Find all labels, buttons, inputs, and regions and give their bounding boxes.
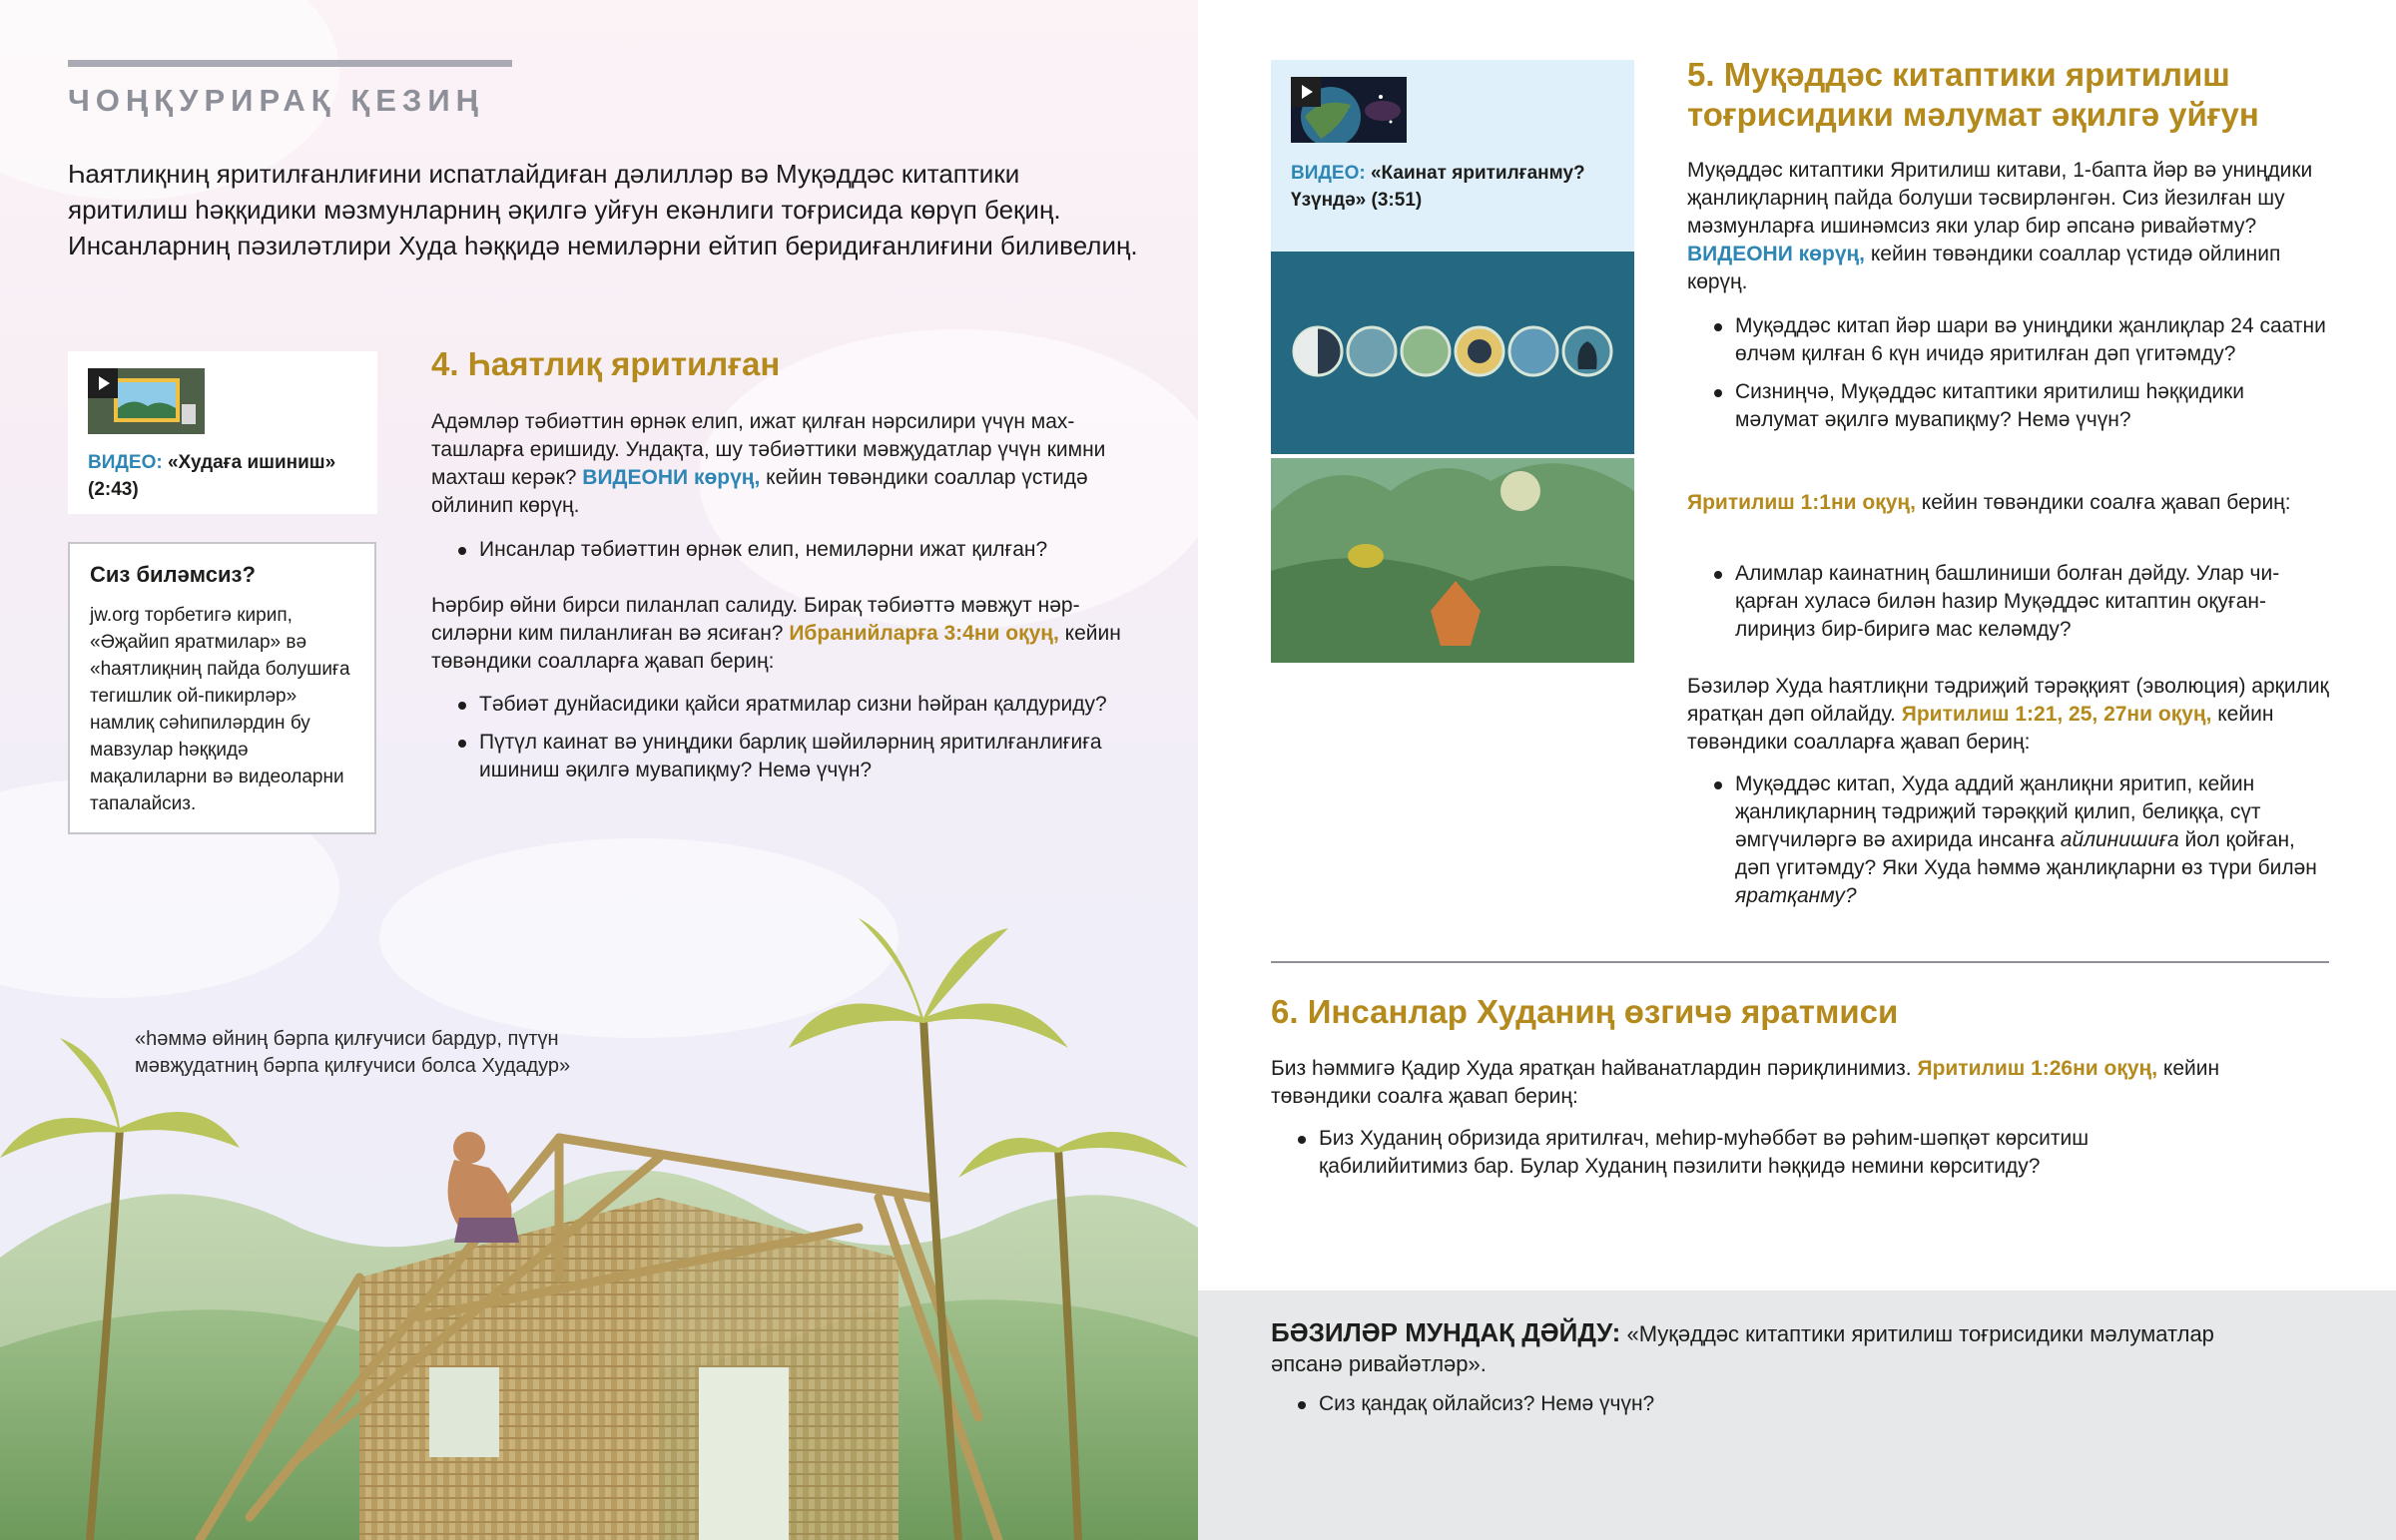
section-5-p1-tail: кейин төвәндики соаллар үстидә ойлинип көрүң. bbox=[1687, 243, 2281, 293]
creation-days-image bbox=[1271, 252, 1634, 663]
section-header bbox=[68, 60, 512, 119]
video-card-universe-created[interactable] bbox=[1271, 60, 1634, 252]
some-say-statement bbox=[1271, 1317, 2219, 1379]
section-5-p3-text: Бәзиләр Худа һаятлиқни тәдриҗий тәрәққият (эволюция) арқилиқ яратқан дәп ойлайду. bbox=[1687, 675, 2329, 726]
section-divider bbox=[1271, 961, 2329, 963]
video-thumbnail[interactable] bbox=[88, 368, 205, 434]
scripture-reference-link[interactable]: Ибранийларға 3:4ни оқуң, bbox=[789, 622, 1059, 645]
section-5-p2-tail: кейин төвәндики соалға җавап бериң: bbox=[1921, 491, 2291, 514]
did-you-know-title: Сиз биләмсиз? bbox=[90, 562, 256, 587]
video-label: ВИДЕО: bbox=[88, 452, 163, 473]
section-6-questions bbox=[1271, 1125, 2169, 1191]
watch-video-link[interactable]: ВИДЕОНИ көрүң, bbox=[1687, 243, 1866, 265]
question-item: Инсанлар тәбиәттин өрнәк елип, немиләрни ижат қилған? bbox=[431, 536, 1130, 564]
section-6-paragraph-1 bbox=[1271, 1055, 2269, 1111]
did-you-know-body: jw.org торбетигә кирип, «Әҗайип яратмилар» вә «һаятлиқниң пайда болушиға тегишлик ой-пикирләр» намлиқ сәһипиләрдин бу мавзулар һәққидә мақалиларни вә видеоларни тапалайсиз. bbox=[90, 605, 350, 814]
question-item: Биз Худаниң обризида яритилғач, меһир-муһәббәт вә рәһим-шәпқәт көрситиш қабилийитимиз бар. Булар Худаниң пәзилити һәққидә немини көрситиду? bbox=[1271, 1125, 2169, 1181]
play-icon[interactable] bbox=[88, 368, 118, 398]
some-say-label: БӘЗИЛӘР МУНДАҚ ДӘЙДУ: bbox=[1271, 1317, 1621, 1347]
section-5-p3-tail: кейин төвәндики соалларға җавап бериң: bbox=[1687, 703, 2274, 754]
question-item bbox=[1687, 770, 2331, 910]
section-4-questions-2 bbox=[431, 691, 1130, 794]
question-item: Сиз қандақ ойлайсиз? Немә үчүн? bbox=[1271, 1390, 2169, 1418]
section-4-p2-tail: кейин төвәндики соалларға җавап бериң: bbox=[431, 622, 1121, 673]
question-item: Пүтүл каинат вә униңдики барлиқ шәйиләрниң яритилғанлиғиға ишиниш әқилгә мувапиқму? Немә үчүн? bbox=[431, 729, 1130, 784]
creation-illustration bbox=[1271, 252, 1634, 663]
question-emphasis: яратқанму? bbox=[1735, 884, 1857, 907]
section-4-paragraph-1 bbox=[431, 408, 1130, 520]
section-6-p1-text: Биз һәммигә Қадир Худа яратқан һайванатлардин пәриқлинимиз. bbox=[1271, 1057, 1912, 1080]
did-you-know-box bbox=[68, 542, 376, 834]
hut-illustration bbox=[0, 898, 1198, 1540]
video-label: ВИДЕО: bbox=[1291, 163, 1366, 184]
video-title: «Каинат яритилғанму? Үзүндә» (3:51) bbox=[1291, 163, 1585, 211]
some-say-text: «Муқәддәс китаптики яритилиш тоғрисидики мәлуматлар әпсанә ривайәтләр». bbox=[1271, 1321, 2214, 1376]
section-5-questions-3 bbox=[1687, 770, 2331, 920]
section-header-bar bbox=[68, 60, 512, 67]
video-caption[interactable] bbox=[1291, 160, 1620, 214]
section-5-paragraph-3 bbox=[1687, 673, 2331, 757]
question-item: Сизниңчә, Муқәддәс китаптики яритилиш һәққидики мәлумат әқилгә мувапиқму? Немә үчүн? bbox=[1687, 378, 2331, 434]
section-label: ЧОҢҚУРИРАҚ ҚЕЗИҢ bbox=[68, 83, 485, 118]
video-card-believe-god[interactable] bbox=[68, 351, 377, 514]
scripture-reference-link[interactable]: Яритилиш 1:21, 25, 27ни оқуң, bbox=[1901, 703, 2212, 726]
watch-video-link[interactable]: ВИДЕОНИ көрүң, bbox=[582, 466, 761, 489]
question-emphasis: айлинишиға bbox=[2060, 828, 2179, 851]
section-4-p1-tail: кейин төвәндики соаллар үстидә ойлинип көрүң. bbox=[431, 466, 1088, 517]
scripture-reference-link[interactable]: Яритилиш 1:1ни оқуң, bbox=[1687, 491, 1916, 514]
section-5-questions-2 bbox=[1687, 560, 2331, 654]
scripture-quote: «һәммә өйниң бәрпа қилғучиси бардур, пүтүн мәвҗудатниң бәрпа қилғучиси болса Худадур» bbox=[135, 1028, 571, 1077]
some-say-questions bbox=[1271, 1390, 2169, 1428]
intro-paragraph: Һаятлиқниң яритилғанлиғини испатлайдиған дәлилләр вә Муқәддәс китаптики яритилиш һәққидики мәзмунларниң әқилгә уйғун екәнлиги тоғрисида көрүп беқиң. Инсанларниң пәзиләтлири Худа һәққидә немиләрни ейтип беридиғанлиғини биливелиң. bbox=[68, 159, 1138, 260]
section-4-questions-1 bbox=[431, 536, 1130, 574]
video-caption[interactable] bbox=[88, 449, 367, 503]
section-6-p1-tail: кейин төвәндики соалға җавап бериң: bbox=[1271, 1057, 2220, 1108]
section-5-heading: 5. Муқәддәс китаптики яритилиш тоғрисидики мәлумат әқилгә уйғун bbox=[1687, 56, 2259, 133]
video-thumbnail[interactable] bbox=[1291, 77, 1407, 143]
play-icon[interactable] bbox=[1291, 77, 1321, 107]
section-4-heading: 4. Һаятлиқ яритилған bbox=[431, 345, 781, 382]
section-5-paragraph-2 bbox=[1687, 489, 2331, 517]
question-item: Алимлар каинатниң башлиниши болған дәйду. Улар чиқарған хуласә билән һазир Муқәддәс китаптин оқуғанлириңиз бир-биригә мас келәмду? bbox=[1687, 560, 2331, 644]
section-5-p1-text: Муқәддәс китаптики Яритилиш китави, 1-бапта йәр вә униңдики җанлиқларниң пайда болуши тәсвирләнгән. Сиз йезилған шу мәзмунларға ишинәмсиз яки улар бир әпсанә ривайәтму? bbox=[1687, 159, 2313, 238]
section-4-p2-text: Һәрбир өйни бирси пиланлап салиду. Бирақ тәбиәттә мәвҗут нәрсиләрни ким пиланлиған вә ясиған? bbox=[431, 594, 1080, 645]
section-5-paragraph-1 bbox=[1687, 157, 2331, 296]
question-text: Муқәддәс китап, Худа аддий җанлиқни яритип, кейин җанлиқларниң тәдриҗий тәрәққий қилип, белиққа, сүт әмгүчиләргә вә ахирида инсанға bbox=[1735, 772, 2261, 851]
scripture-reference-link[interactable]: Яритилиш 1:26ни оқуң, bbox=[1917, 1057, 2158, 1080]
section-5-questions-1 bbox=[1687, 312, 2331, 444]
question-text: йол қойған, дәп үгитәмду? Яки Худа һәммә җанлиқларни өз түри билән bbox=[1735, 828, 2317, 879]
section-4-paragraph-2 bbox=[431, 592, 1130, 676]
question-item: Муқәддәс китап йәр шари вә униңдики җанлиқлар 24 саатни өлчәм қилған 6 күн ичидә яритилған дәп үгитәмду? bbox=[1687, 312, 2331, 368]
question-item: Тәбиәт дунйасидики қайси яратмилар сизни һәйран қалдуриду? bbox=[431, 691, 1130, 719]
section-6-heading: 6. Инсанлар Худаниң өзгичә яратмиси bbox=[1271, 993, 1899, 1030]
video-title: «Худаға ишиниш» (2:43) bbox=[88, 452, 336, 500]
section-4-p1-text: Адәмләр тәбиәттин өрнәк елип, ижат қилған нәрсилири үчүн махташларға еришиду. Ундақта, шу тәбиәттики мәвҗудатлар үчүн кимни махташ керәк? bbox=[431, 410, 1106, 489]
